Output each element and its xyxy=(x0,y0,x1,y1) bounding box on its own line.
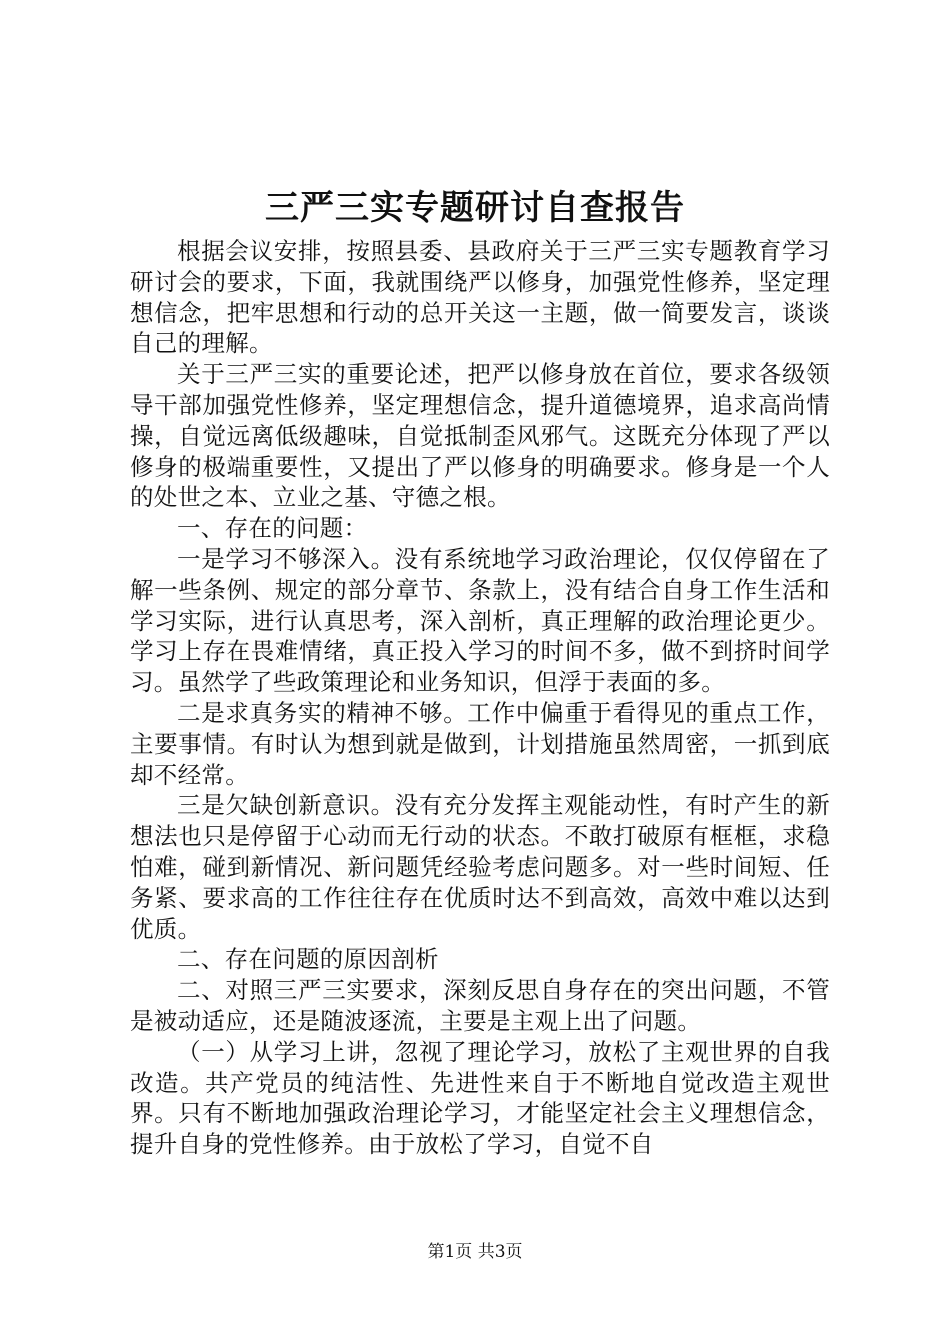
document-body xyxy=(130,236,830,1159)
document-title: 三严三实专题研讨自查报告 xyxy=(265,188,685,228)
paragraph-discussion: 关于三严三实的重要论述，把严以修身放在首位，要求各级领导干部加强党性修养，坚定理想信念，提升道德境界，追求高尚情操，自觉远离低级趣味，自觉抵制歪风邪气。这既充分体现了严以修身的极端重要性，又提出了严以修身的明确要求。修身是一个人的处世之本、立业之基、守德之根。 xyxy=(130,360,830,512)
paragraph-cause-1: （一）从学习上讲，忽视了理论学习，放松了主观世界的自我改造。共产党员的纯洁性、先进性来自于不断地自觉改造主观世界。只有不断地加强政治理论学习，才能坚定社会主义理想信念，提升自身的党性修养。由于放松了学习，自觉不自 xyxy=(130,1037,830,1159)
paragraph-problem-2: 二是求真务实的精神不够。工作中偏重于看得见的重点工作，主要事情。有时认为想到就是做到，计划措施虽然周密，一抓到底却不经常。 xyxy=(130,698,830,789)
page-number-footer: 第1页 共3页 xyxy=(427,1242,523,1262)
paragraph-reflection: 二、对照三严三实要求，深刻反思自身存在的突出问题，不管是被动适应，还是随波逐流，主要是主观上出了问题。 xyxy=(130,976,830,1035)
paragraph-problem-3: 三是欠缺创新意识。没有充分发挥主观能动性，有时产生的新想法也只是停留于心动而无行动的状态。不敢打破原有框框，求稳怕难，碰到新情况、新问题凭经验考虑问题多。对一些时间短、任务紧、要求高的工作往往存在优质时达不到高效，高效中难以达到优质。 xyxy=(130,791,830,943)
section-heading-problems: 一、存在的问题： xyxy=(177,514,368,543)
paragraph-problem-1: 一是学习不够深入。没有系统地学习政治理论，仅仅停留在了解一些条例、规定的部分章节、条款上，没有结合自身工作生活和学习实际，进行认真思考，深入剖析，真正理解的政治理论更少。学习上存在畏难情绪，真正投入学习的时间不多，做不到挤时间学习。虽然学了些政策理论和业务知识，但浮于表面的多。 xyxy=(130,544,830,697)
section-heading-causes: 二、存在问题的原因剖析 xyxy=(177,945,439,974)
paragraph-intro: 根据会议安排，按照县委、县政府关于三严三实专题教育学习研讨会的要求，下面，我就围绕严以修身，加强党性修养，坚定理想信念，把牢思想和行动的总开关这一主题，做一简要发言，谈谈自己的理解。 xyxy=(130,237,830,358)
